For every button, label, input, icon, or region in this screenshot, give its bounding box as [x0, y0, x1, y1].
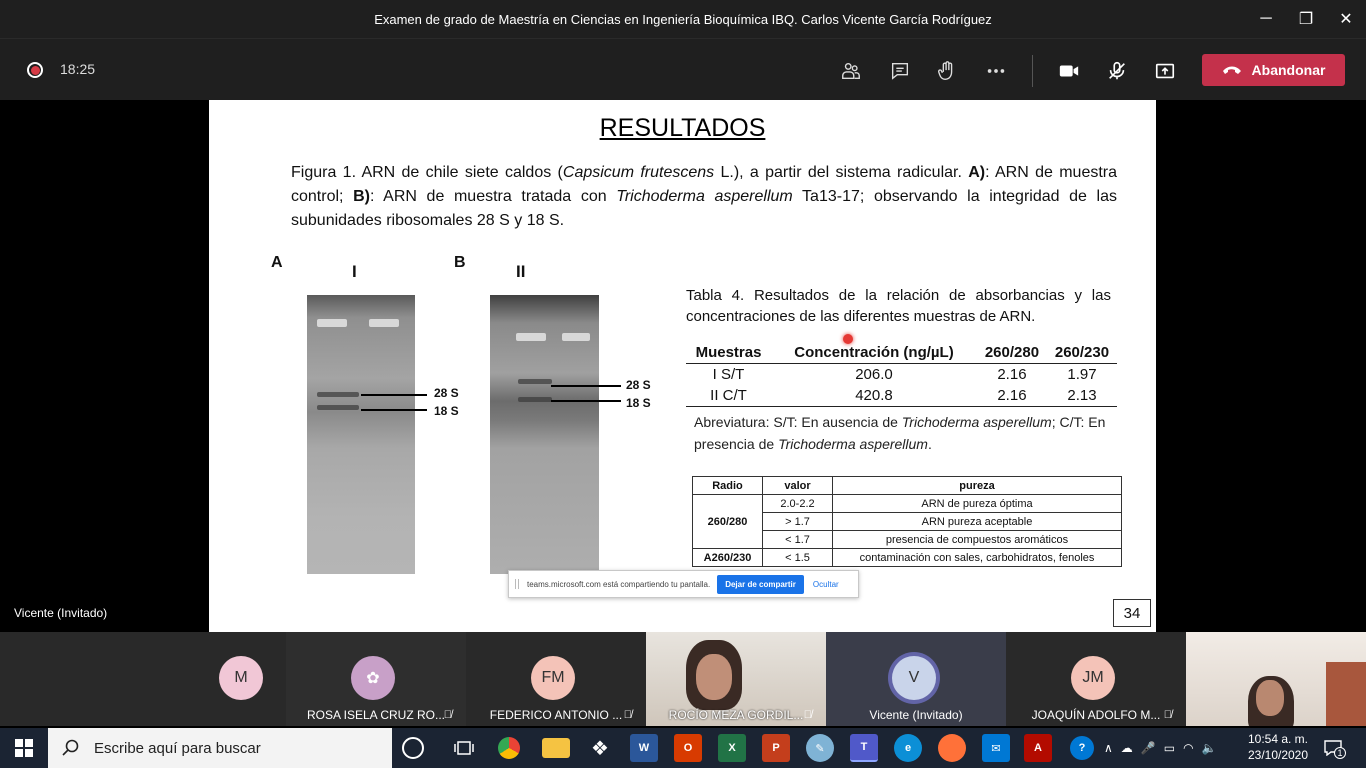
table4-cell: 2.13: [1047, 385, 1117, 407]
drag-handle[interactable]: [515, 579, 519, 589]
share-icon: [1154, 60, 1176, 82]
screen-share-notification: [508, 570, 859, 598]
band-label-28s-a: 28 S: [434, 386, 459, 400]
participant-name: Vicente (Invitado): [869, 708, 963, 722]
mute-button[interactable]: [1101, 55, 1133, 87]
avatar: FM: [531, 656, 575, 700]
laser-pointer: [843, 334, 853, 344]
participant-name: ROSA ISELA CRUZ RO...: [306, 708, 446, 722]
cortana-icon[interactable]: [402, 737, 424, 759]
presenter-name: Vicente (Invitado): [14, 606, 108, 620]
gel-band: [518, 397, 552, 402]
table4-caption: Tabla 4. Resultados de la relación de absorbancias y las concentraciones de las diferentes muestras de ARN.: [686, 287, 1111, 325]
gel-well: [369, 319, 399, 327]
notification-count: 1: [1334, 747, 1346, 759]
abbr-species: Trichoderma asperellum: [901, 414, 1052, 430]
participant-tile[interactable]: [826, 632, 1006, 726]
leave-label: Abandonar: [1251, 62, 1326, 78]
table-row: [693, 495, 1122, 513]
participant-tile[interactable]: [286, 632, 466, 726]
caption-text: : ARN de muestra tratada con: [369, 188, 617, 205]
purity-header: valor: [763, 477, 833, 495]
table4-cell: 206.0: [855, 366, 893, 383]
purity-desc: ARN de pureza óptima: [833, 495, 1122, 513]
camera-icon: [1058, 60, 1080, 82]
abbr-text: .: [927, 436, 932, 452]
gel-well: [562, 333, 590, 341]
meeting-toolbar: [0, 38, 1366, 100]
caption-species: Capsicum frutescens: [562, 164, 715, 181]
share-notice-text: teams.microsoft.com está compartiendo tu pantalla.: [527, 579, 711, 589]
windows-taskbar: [0, 728, 1366, 768]
taskbar-clock[interactable]: [1244, 731, 1312, 763]
teams-icon[interactable]: T: [850, 734, 878, 762]
participant-name: FEDERICO ANTONIO ...: [489, 708, 623, 722]
edge-icon[interactable]: e: [894, 734, 922, 762]
chevron-up-icon[interactable]: ∧: [1104, 741, 1113, 755]
slide-heading: RESULTADOS: [599, 114, 766, 142]
table4-header: Muestras: [686, 342, 771, 364]
table4-cell: I S/T: [712, 366, 745, 383]
abbr-text: ; C/T: En presencia de: [694, 414, 1106, 452]
volume-icon[interactable]: 🔈: [1201, 741, 1217, 755]
participant-name: ROCÍO MEZA GORDIL...: [668, 708, 804, 722]
presentation-slide: [209, 100, 1156, 632]
participant-tile[interactable]: [646, 632, 826, 726]
chrome-icon[interactable]: [498, 737, 520, 759]
task-view-icon[interactable]: [450, 734, 478, 762]
caption-species: Trichoderma asperellum: [616, 188, 793, 205]
mic-off-icon: 🎙̸: [623, 709, 632, 721]
lane-label-i: I: [352, 262, 357, 281]
purity-value: > 1.7: [763, 513, 833, 531]
table4-cell: 2.16: [997, 366, 1027, 383]
table-row: [693, 549, 1122, 567]
purity-value: 2.0-2.2: [763, 495, 833, 513]
restore-button[interactable]: ❐: [1298, 11, 1314, 28]
windows-icon: [15, 739, 33, 757]
marker-line-18s-a: [361, 409, 427, 411]
table4-header: Concentración (ng/µL): [771, 342, 977, 364]
purity-table: [692, 476, 1122, 567]
background-door: [1326, 662, 1366, 726]
purity-desc: ARN pureza aceptable: [833, 513, 1122, 531]
gel-image-b: [490, 295, 599, 574]
mic-off-icon: 🎙̸: [803, 709, 812, 721]
purity-ratio: A260/230: [693, 549, 763, 567]
purity-value: < 1.7: [763, 531, 833, 549]
hand-icon: [936, 60, 958, 82]
dropbox-icon[interactable]: ❖: [591, 737, 609, 760]
table4-header: 260/230: [1047, 342, 1117, 364]
video-feed-face: [696, 654, 732, 700]
chat-icon: [889, 60, 911, 82]
powerpoint-icon[interactable]: P: [762, 734, 790, 762]
panel-label-a: A: [271, 254, 283, 271]
caption-text: Figura 1. ARN de chile siete caldos (: [291, 164, 563, 181]
abbr-species: Trichoderma asperellum: [778, 436, 928, 452]
table-row: [686, 364, 1117, 386]
raise-hand-button[interactable]: [931, 55, 963, 87]
marker-line-18s-b: [551, 400, 621, 402]
hide-notice-link[interactable]: Ocultar: [812, 579, 839, 589]
meeting-timer: 18:25: [60, 61, 96, 77]
purity-header: Radio: [693, 477, 763, 495]
video-feed-face: [1256, 680, 1284, 716]
participant-tile[interactable]: [466, 632, 646, 726]
microphone-icon[interactable]: 🎤: [1140, 741, 1156, 755]
battery-icon[interactable]: ▭: [1163, 741, 1176, 755]
band-label-18s-b: 18 S: [626, 396, 651, 410]
window-title: Examen de grado de Maestría en Ciencias en Ingeniería Bioquímica IBQ. Carlos Vicente García Rodríguez: [374, 11, 992, 27]
participants-button[interactable]: [835, 55, 867, 87]
gel-band: [518, 379, 552, 384]
abbr-text: Abreviatura: S/T: En ausencia de: [694, 414, 902, 430]
share-screen-button[interactable]: [1149, 55, 1181, 87]
gel-band: [317, 392, 359, 397]
avatar: JM: [1071, 656, 1115, 700]
marker-line-28s-b: [551, 385, 621, 387]
office-icon[interactable]: O: [674, 734, 702, 762]
gel-band: [317, 405, 359, 410]
excel-icon[interactable]: X: [718, 734, 746, 762]
window-controls: [1246, 0, 1366, 38]
window-titlebar: [0, 0, 1366, 38]
self-video-tile[interactable]: [1186, 632, 1366, 726]
camera-button[interactable]: [1053, 55, 1085, 87]
stop-sharing-button[interactable]: Dejar de compartir: [717, 575, 804, 594]
chat-button[interactable]: [884, 55, 916, 87]
avatar: M: [219, 656, 263, 700]
participant-name: JOAQUÍN ADOLFO M...: [1031, 708, 1161, 722]
gel-well: [317, 319, 347, 327]
microphone-off-icon: [1106, 60, 1128, 82]
more-actions-button[interactable]: [980, 55, 1012, 87]
wifi-icon[interactable]: ◠: [1183, 741, 1194, 755]
paint-icon[interactable]: ✎: [806, 734, 834, 762]
participant-tile[interactable]: [1006, 632, 1186, 726]
marker-line-28s-a: [361, 394, 427, 396]
table4-header: 260/280: [977, 342, 1047, 364]
hang-up-icon: [1222, 65, 1242, 75]
figure-caption: [291, 161, 1117, 233]
mic-off-icon: 🎙̸: [1163, 709, 1172, 721]
acrobat-icon[interactable]: A: [1024, 734, 1052, 762]
table4-cell: 420.8: [771, 385, 977, 407]
avatar: ✿: [351, 656, 395, 700]
clock-date: 23/10/2020: [1247, 748, 1309, 762]
gel-image-a: [307, 295, 415, 574]
lane-label-ii: II: [516, 262, 526, 281]
table4: [686, 342, 1117, 407]
search-placeholder: Escribe aquí para buscar: [94, 739, 261, 757]
search-icon: [62, 739, 80, 757]
table-row: [686, 385, 1117, 407]
purity-header: pureza: [833, 477, 1122, 495]
file-explorer-icon[interactable]: [542, 738, 570, 758]
table4-cell: II C/T: [686, 385, 771, 407]
caption-text: : ARN de muestra control;: [291, 164, 1118, 205]
firefox-icon[interactable]: [938, 734, 966, 762]
taskbar-search[interactable]: [48, 728, 392, 768]
more-icon: [985, 60, 1007, 82]
band-label-18s-a: 18 S: [434, 404, 459, 418]
avatar: V: [892, 656, 936, 700]
gel-well: [516, 333, 546, 341]
system-tray: [1100, 728, 1217, 768]
caption-label-a: A): [968, 164, 986, 181]
participant-strip: [0, 632, 1366, 726]
purity-desc: contaminación con sales, carbohidratos, fenoles: [833, 549, 1122, 567]
caption-text: L.), a partir del sistema radicular.: [714, 164, 969, 181]
purity-value: < 1.5: [763, 549, 833, 567]
band-label-28s-b: 28 S: [626, 378, 651, 392]
abbreviation-note: [694, 411, 1118, 455]
start-button[interactable]: [0, 728, 48, 768]
table4-cell: 2.16: [977, 385, 1047, 407]
shared-screen-stage: [0, 100, 1366, 632]
toolbar-divider: [1032, 55, 1033, 87]
recording-icon: [27, 62, 43, 78]
people-icon: [840, 60, 862, 82]
panel-label-b: B: [454, 254, 466, 271]
caption-label-b: B): [353, 188, 370, 205]
help-icon[interactable]: ?: [1070, 736, 1094, 760]
table4-cell: 1.97: [1067, 366, 1097, 383]
leave-button[interactable]: [1202, 54, 1345, 86]
mail-icon[interactable]: ✉: [982, 734, 1010, 762]
purity-desc: presencia de compuestos aromáticos: [833, 531, 1122, 549]
clock-time: 10:54 a. m.: [1247, 732, 1309, 746]
slide-page-number: 34: [1113, 599, 1151, 627]
purity-ratio: 260/280: [693, 495, 763, 549]
mic-off-icon: 🎙̸: [443, 709, 452, 721]
notifications-button[interactable]: [1322, 737, 1344, 759]
close-button[interactable]: ✕: [1339, 11, 1353, 28]
caption-text: Ta13-17; observando la integridad de las subunidades ribosomales 28 S y 18 S.: [291, 188, 1118, 229]
onedrive-icon[interactable]: ☁: [1120, 741, 1133, 755]
word-icon[interactable]: W: [630, 734, 658, 762]
minimize-button[interactable]: ─: [1260, 10, 1272, 27]
